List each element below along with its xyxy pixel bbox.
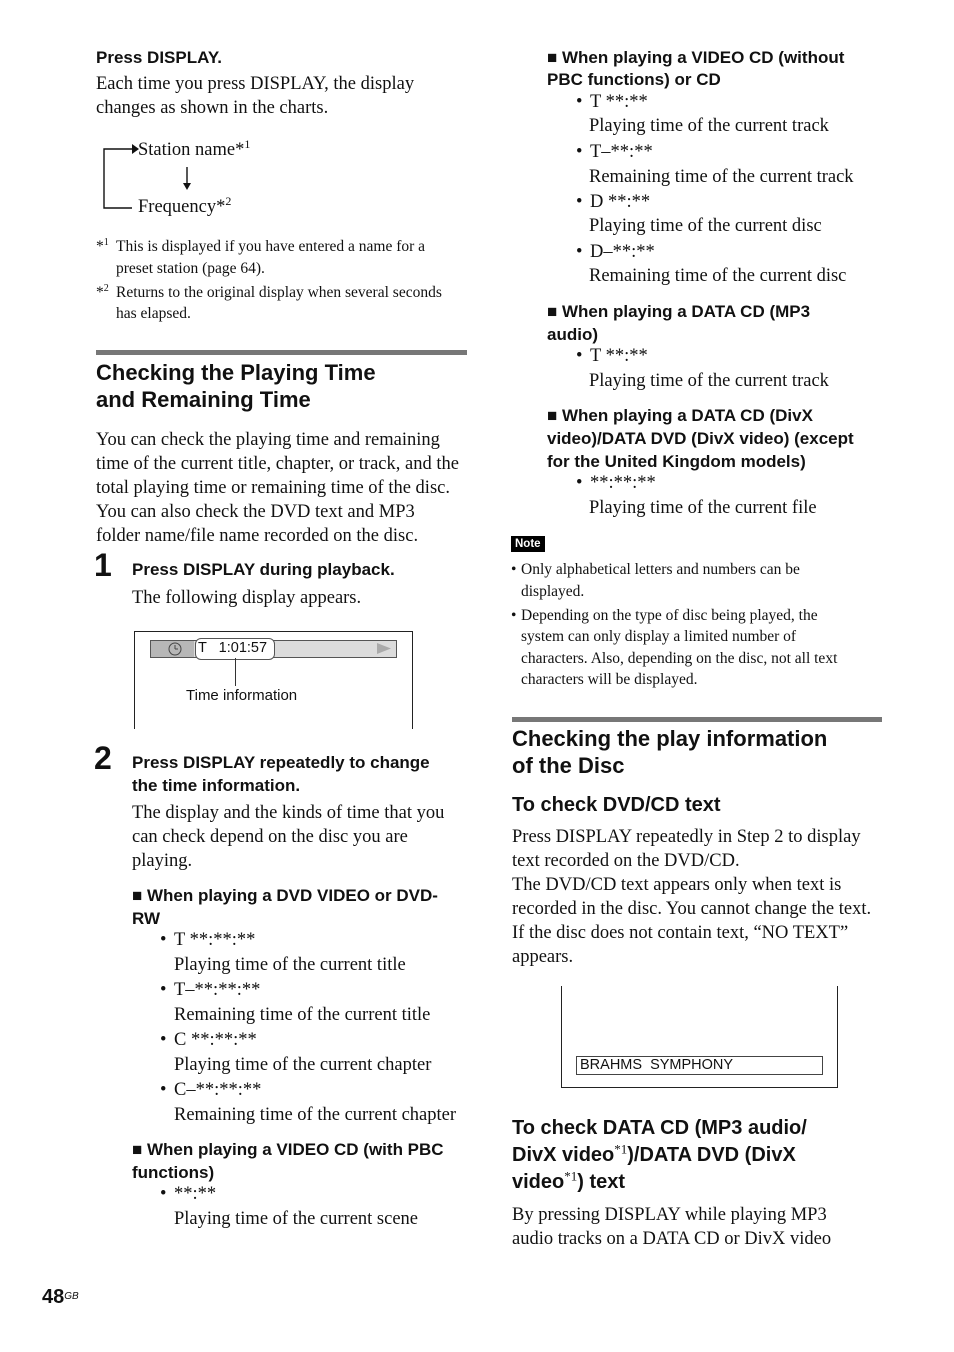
- data-cd-body: audio tracks on a DATA CD or DivX video: [512, 1229, 832, 1249]
- divx-heading-2: video)/DATA DVD (DivX video) (except: [547, 429, 854, 448]
- dvd-cd-text-body: The DVD/CD text appears only when text is: [512, 875, 842, 895]
- dvd-cd-text-heading: To check DVD/CD text: [512, 794, 721, 816]
- dvd-cd-text-body: If the disc does not contain text, “NO TEXT”: [512, 923, 849, 943]
- step-2-text: playing.: [132, 851, 193, 871]
- data-cd-heading-1: To check DATA CD (MP3 audio/: [512, 1117, 807, 1139]
- list-item-desc: Playing time of the current disc: [589, 216, 822, 236]
- divx-heading-3: for the United Kingdom models): [547, 452, 806, 471]
- list-item: • T–**:**:**: [160, 980, 261, 1000]
- list-item-desc: Playing time of the current track: [589, 116, 829, 136]
- square-bullet-icon: ■: [547, 48, 562, 67]
- section-rule: [512, 717, 882, 722]
- step-2-text: The display and the kinds of time that you: [132, 803, 445, 823]
- vcd-heading-1: ■ When playing a VIDEO CD (without: [547, 48, 845, 67]
- list-item-desc: Remaining time of the current chapter: [174, 1105, 457, 1125]
- dvd-video-heading-2: RW: [132, 909, 161, 928]
- station-name-label: Station name*$^1$: [138, 136, 251, 160]
- clock-disc-icon: [166, 641, 186, 657]
- press-display-text-1: Each time you press DISPLAY, the display: [96, 74, 415, 94]
- dvd-cd-text-body: recorded in the disc. You cannot change the text.: [512, 899, 872, 919]
- data-cd-body: By pressing DISPLAY while playing MP3: [512, 1205, 827, 1225]
- dvd-video-heading-1: ■ When playing a DVD VIDEO or DVD-: [132, 886, 438, 905]
- list-item: • D–**:**: [576, 242, 655, 262]
- display-text: BRAHMS SYMPHONY: [580, 1057, 734, 1073]
- cycle-arrows: [98, 138, 140, 214]
- list-item: • T **:**: [576, 346, 648, 366]
- step-1-number: 1: [94, 547, 112, 583]
- step-1-title: Press DISPLAY during playback.: [132, 560, 395, 579]
- mp3-heading-1: ■ When playing a DATA CD (MP3: [547, 302, 811, 321]
- list-item-desc: Playing time of the current chapter: [174, 1055, 432, 1075]
- list-item-desc: Playing time of the current title: [174, 955, 406, 975]
- play-icon: [376, 642, 392, 655]
- section-title-playing-time-1: Checking the Playing Time: [96, 360, 376, 385]
- vcd-heading-2: PBC functions) or CD: [547, 70, 721, 89]
- list-item-desc: Playing time of the current scene: [174, 1209, 419, 1229]
- dvd-cd-text-body: Press DISPLAY repeatedly in Step 2 to display: [512, 827, 861, 847]
- data-cd-heading-3: video$^{*1}$) text: [512, 1168, 626, 1193]
- page-number: $48^{GB}$: [42, 1286, 79, 1308]
- step-2-title-2: the time information.: [132, 776, 301, 795]
- section1-body-line: total playing time or remaining time of the disc.: [96, 478, 450, 498]
- section1-body-line: You can also check the DVD text and MP3: [96, 502, 415, 522]
- dvd-cd-text-body: appears.: [512, 947, 574, 967]
- square-bullet-icon: ■: [132, 1140, 147, 1159]
- section1-body-line: folder name/file name recorded on the disc.: [96, 526, 419, 546]
- down-arrow-icon: [180, 166, 194, 192]
- list-item: • C **:**:**: [160, 1030, 257, 1050]
- list-item-desc: Playing time of the current track: [589, 371, 829, 391]
- step-2-text: can check depend on the disc you are: [132, 827, 408, 847]
- note-label: Note: [511, 536, 545, 552]
- list-item: • **:**: [160, 1184, 217, 1204]
- list-item: • C–**:**:**: [160, 1080, 262, 1100]
- press-display-heading: Press DISPLAY.: [96, 48, 222, 67]
- time-readout: T 1:01:57: [198, 640, 268, 656]
- frequency-label: Frequency*$^2$: [138, 193, 232, 217]
- list-item-desc: Remaining time of the current title: [174, 1005, 431, 1025]
- data-cd-heading-2: DivX video$^{*1}$)/DATA DVD (DivX: [512, 1141, 796, 1166]
- step-2-title-1: Press DISPLAY repeatedly to change: [132, 753, 430, 772]
- list-item-desc: Playing time of the current file: [589, 498, 817, 518]
- step-1-text: The following display appears.: [132, 588, 362, 608]
- press-display-text-2: changes as shown in the charts.: [96, 98, 329, 118]
- vcd-pbc-heading-1: ■ When playing a VIDEO CD (with PBC: [132, 1140, 444, 1159]
- section1-body-line: You can check the playing time and remaining: [96, 430, 440, 450]
- list-item: • **:**:**: [576, 473, 656, 493]
- section-title-play-info-2: of the Disc: [512, 753, 625, 778]
- list-item: • T **:**: [576, 92, 648, 112]
- section-rule: [96, 350, 467, 355]
- square-bullet-icon: ■: [547, 406, 562, 425]
- callout-line: [235, 658, 236, 686]
- list-item: • T–**:**: [576, 142, 653, 162]
- square-bullet-icon: ■: [132, 886, 147, 905]
- vcd-pbc-heading-2: functions): [132, 1163, 215, 1182]
- square-bullet-icon: ■: [547, 302, 562, 321]
- step-2-number: 2: [94, 740, 112, 776]
- section1-body-line: time of the current title, chapter, or track, and the: [96, 454, 459, 474]
- list-item-desc: Remaining time of the current track: [589, 167, 854, 187]
- dvd-cd-text-body: text recorded on the DVD/CD.: [512, 851, 740, 871]
- time-information-label: Time information: [186, 687, 298, 704]
- section-title-playing-time-2: and Remaining Time: [96, 387, 311, 412]
- list-item: • D **:**: [576, 192, 651, 212]
- list-item-desc: Remaining time of the current disc: [589, 266, 847, 286]
- divx-heading-1: ■ When playing a DATA CD (DivX: [547, 406, 813, 425]
- list-item: • T **:**:**: [160, 930, 256, 950]
- section-title-play-info-1: Checking the play information: [512, 726, 828, 751]
- mp3-heading-2: audio): [547, 325, 598, 344]
